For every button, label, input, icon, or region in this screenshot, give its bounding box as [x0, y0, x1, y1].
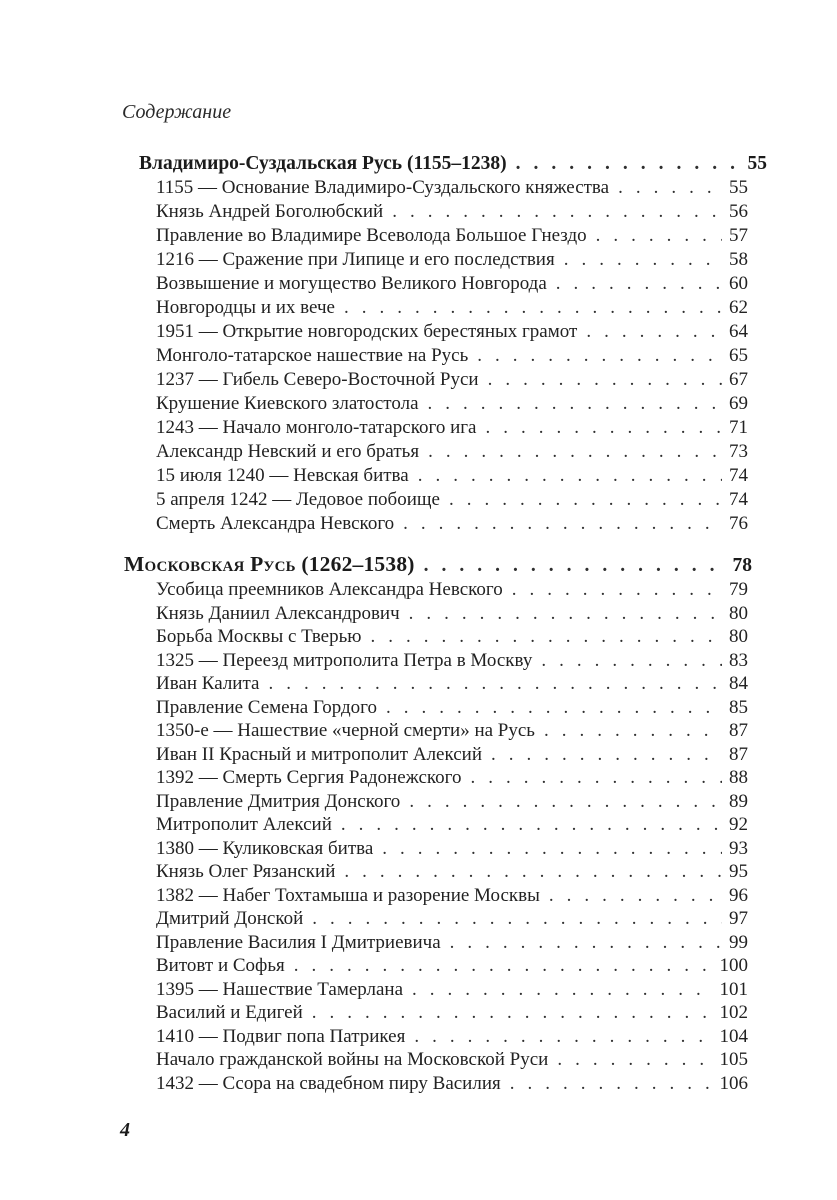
toc-entry-title: Иван Калита	[156, 673, 260, 694]
toc-entry-title: Начало гражданской войны на Московской Руси	[156, 1049, 549, 1070]
dot-leader	[415, 552, 726, 578]
toc-entry-page-number: 55	[729, 177, 748, 198]
dot-leader	[405, 1025, 712, 1049]
dot-leader	[461, 766, 722, 790]
dot-leader	[577, 320, 722, 344]
toc-entry-title: Крушение Киевского златостола	[156, 393, 419, 414]
toc-entry	[156, 625, 748, 649]
toc-entry-page-number: 60	[729, 273, 748, 294]
dot-leader	[535, 719, 722, 743]
toc-section	[120, 552, 752, 1095]
toc-entry-page-number: 84	[729, 673, 748, 694]
toc-entry-title: Правление Василия I Дмитриевича	[156, 931, 441, 953]
dot-leader	[419, 440, 722, 464]
toc-entry-page-number: 62	[729, 297, 748, 318]
toc-entry-page-number: 106	[719, 1072, 748, 1094]
toc-entry-page-number: 74	[729, 465, 748, 486]
toc-entry	[156, 813, 748, 837]
toc-entry-title: 1243 — Начало монголо-татарского ига	[156, 417, 477, 438]
toc-section-heading	[124, 552, 752, 578]
toc-entry-page-number: 93	[729, 837, 748, 859]
toc-entry-page-number: 102	[719, 1002, 748, 1023]
toc-entry-page-number: 95	[729, 861, 748, 882]
toc-entry	[156, 248, 748, 272]
toc-entry-title: 1350-е — Нашествие «черной смерти» на Русь	[156, 720, 535, 741]
toc-entry	[156, 696, 748, 720]
toc-entry	[156, 649, 748, 673]
toc-entry-page-number: 80	[729, 626, 748, 647]
toc-entry-page-number: 83	[729, 649, 748, 671]
toc-entry-title: Иван II Красный и митрополит Алексий	[156, 743, 483, 765]
toc-entry	[156, 176, 748, 200]
dot-leader	[503, 578, 722, 602]
dot-leader	[440, 488, 722, 512]
dot-leader	[501, 1072, 713, 1096]
toc-entry	[156, 368, 748, 392]
dot-leader	[409, 464, 722, 488]
toc-entry	[156, 860, 748, 884]
toc-entry	[156, 344, 748, 368]
toc-entry-title: 15 июля 1240 — Невская битва	[156, 465, 409, 486]
toc-entry	[156, 931, 748, 955]
toc-section-entries	[156, 176, 748, 536]
dot-leader	[548, 1048, 712, 1072]
page-number-footer: 4	[120, 1119, 130, 1141]
toc-entry	[156, 790, 748, 814]
toc-entry-title: 1216 — Сражение при Липице и его последствия	[156, 249, 555, 270]
dot-leader	[547, 272, 722, 296]
toc-entry-page-number: 101	[719, 978, 748, 1000]
toc-entry-page-number: 71	[729, 417, 748, 438]
dot-leader	[555, 248, 722, 272]
toc-entry-title: 1410 — Подвиг попа Патрикея	[156, 1025, 406, 1047]
toc-entry	[156, 392, 748, 416]
page-content	[120, 0, 767, 1143]
dot-leader	[609, 176, 722, 200]
toc-entry-title: Новгородцы и их вече	[156, 297, 335, 318]
toc-entry	[156, 512, 748, 536]
dot-leader	[403, 978, 712, 1002]
toc-entry	[156, 200, 748, 224]
toc-section-heading-title: Московская Русь (1262–1538)	[124, 552, 415, 576]
toc-entry-page-number: 67	[729, 369, 748, 390]
toc-entry	[156, 766, 748, 790]
toc-entry-title: Василий и Едигей	[156, 1002, 303, 1023]
toc-entry-page-number: 88	[729, 767, 748, 788]
dot-leader	[303, 907, 722, 931]
toc-entry-title: Князь Даниил Александрович	[156, 602, 400, 624]
toc-entry-page-number: 85	[729, 696, 748, 718]
toc-entry	[156, 1001, 748, 1025]
toc-entry-page-number: 96	[729, 884, 748, 906]
toc-entry-page-number: 105	[719, 1049, 748, 1070]
dot-leader	[332, 813, 722, 837]
toc-entry-title: 1951 — Открытие новгородских берестяных грамот	[156, 321, 578, 342]
toc-entry-page-number: 74	[729, 489, 748, 510]
toc-entry	[156, 488, 748, 512]
dot-leader	[361, 625, 722, 649]
dot-leader	[540, 884, 722, 908]
toc-entry-title: 5 апреля 1242 — Ледовое побоище	[156, 489, 440, 510]
toc-entry-page-number: 57	[729, 225, 748, 246]
toc-entry	[156, 719, 748, 743]
toc-entry-title: Правление Дмитрия Донского	[156, 790, 401, 812]
toc-entry	[156, 743, 748, 767]
toc-entry-title: Князь Олег Рязанский	[156, 861, 336, 882]
toc-entry-page-number: 87	[729, 720, 748, 741]
toc-entry-page-number: 80	[729, 602, 748, 624]
toc-entry-page-number: 73	[729, 441, 748, 462]
dot-leader	[285, 954, 713, 978]
toc-entry	[156, 224, 748, 248]
dot-leader	[394, 512, 722, 536]
toc-entry	[156, 907, 748, 931]
toc-entry-title: 1380 — Куликовская битва	[156, 837, 374, 859]
dot-leader	[532, 649, 722, 673]
toc-entry-title: Правление Семена Гордого	[156, 696, 378, 718]
contents-header: Содержание	[122, 101, 232, 123]
toc-entry-title: 1392 — Смерть Сергия Радонежского	[156, 767, 462, 788]
toc-entry-title: Князь Андрей Боголюбский	[156, 201, 384, 222]
dot-leader	[400, 790, 722, 814]
toc-entry-page-number: 97	[729, 908, 748, 929]
toc-entry-page-number: 79	[729, 579, 748, 600]
toc-entry	[156, 672, 748, 696]
toc-entry	[156, 978, 748, 1002]
toc-entry-page-number: 65	[729, 345, 748, 366]
toc-section-heading-page-number: 55	[747, 153, 767, 174]
toc-entry-title: Монголо-татарское нашествие на Русь	[156, 345, 469, 366]
toc-entry-page-number: 104	[719, 1025, 748, 1047]
dot-leader	[587, 224, 722, 248]
toc-entry-title: 1237 — Гибель Северо-Восточной Руси	[156, 369, 479, 390]
toc-section-entries	[156, 578, 748, 1095]
toc-list	[120, 152, 767, 1095]
toc-entry-title: Смерть Александра Невского	[156, 513, 395, 534]
toc-entry-title: 1432 — Ссора на свадебном пиру Василия	[156, 1072, 501, 1094]
toc-entry-page-number: 56	[729, 201, 748, 222]
dot-leader	[441, 931, 722, 955]
toc-entry-title: 1395 — Нашествие Тамерлана	[156, 978, 404, 1000]
toc-entry-title: Усобица преемников Александра Невского	[156, 579, 503, 600]
toc-section-heading-title: Владимиро-Суздальская Русь (1155–1238)	[139, 153, 507, 174]
toc-entry-title: Дмитрий Донской	[156, 908, 304, 929]
toc-entry-title: 1155 — Основание Владимиро-Суздальского княжества	[156, 177, 610, 198]
toc-entry	[156, 578, 748, 602]
toc-entry	[156, 884, 748, 908]
toc-entry	[156, 1048, 748, 1072]
toc-entry-title: Правление во Владимире Всеволода Большое Гнездо	[156, 225, 587, 246]
dot-leader	[468, 344, 722, 368]
toc-entry-title: Александр Невский и его братья	[156, 441, 420, 462]
toc-entry	[156, 296, 748, 320]
dot-leader	[482, 743, 722, 767]
dot-leader	[419, 392, 722, 416]
toc-entry-page-number: 89	[729, 790, 748, 812]
toc-entry-title: 1325 — Переезд митрополита Петра в Москву	[156, 649, 533, 671]
toc-entry	[156, 416, 748, 440]
toc-entry	[156, 602, 748, 626]
toc-entry-title: Возвышение и могущество Великого Новгорода	[156, 273, 547, 294]
dot-leader	[507, 152, 741, 176]
toc-section-heading	[139, 152, 767, 176]
toc-entry	[156, 1072, 748, 1096]
toc-entry-page-number: 87	[729, 743, 748, 765]
toc-entry	[156, 440, 748, 464]
toc-section-heading-page-number: 78	[732, 555, 752, 576]
dot-leader	[303, 1001, 713, 1025]
toc-entry	[156, 464, 748, 488]
toc-entry-page-number: 69	[729, 393, 748, 414]
toc-entry-title: 1382 — Набег Тохтамыша и разорение Москвы	[156, 884, 540, 906]
toc-entry-page-number: 58	[729, 249, 748, 270]
dot-leader	[373, 837, 722, 861]
toc-entry-title: Митрополит Алексий	[156, 814, 332, 835]
dot-leader	[377, 696, 722, 720]
dot-leader	[335, 296, 722, 320]
dot-leader	[400, 602, 722, 626]
toc-entry	[156, 320, 748, 344]
toc-entry	[156, 272, 748, 296]
dot-leader	[476, 416, 722, 440]
toc-entry-page-number: 92	[729, 814, 748, 835]
toc-entry-title: Борьба Москвы с Тверью	[156, 626, 362, 647]
toc-entry-page-number: 76	[729, 513, 748, 534]
toc-section	[120, 152, 767, 536]
toc-entry	[156, 954, 748, 978]
dot-leader	[259, 672, 722, 696]
toc-entry	[156, 1025, 748, 1049]
toc-entry	[156, 837, 748, 861]
dot-leader	[479, 368, 722, 392]
dot-leader	[335, 860, 722, 884]
dot-leader	[383, 200, 722, 224]
toc-entry-page-number: 99	[729, 931, 748, 953]
toc-entry-title: Витовт и Софья	[156, 955, 285, 976]
toc-entry-page-number: 100	[719, 955, 748, 976]
toc-entry-page-number: 64	[729, 321, 748, 342]
